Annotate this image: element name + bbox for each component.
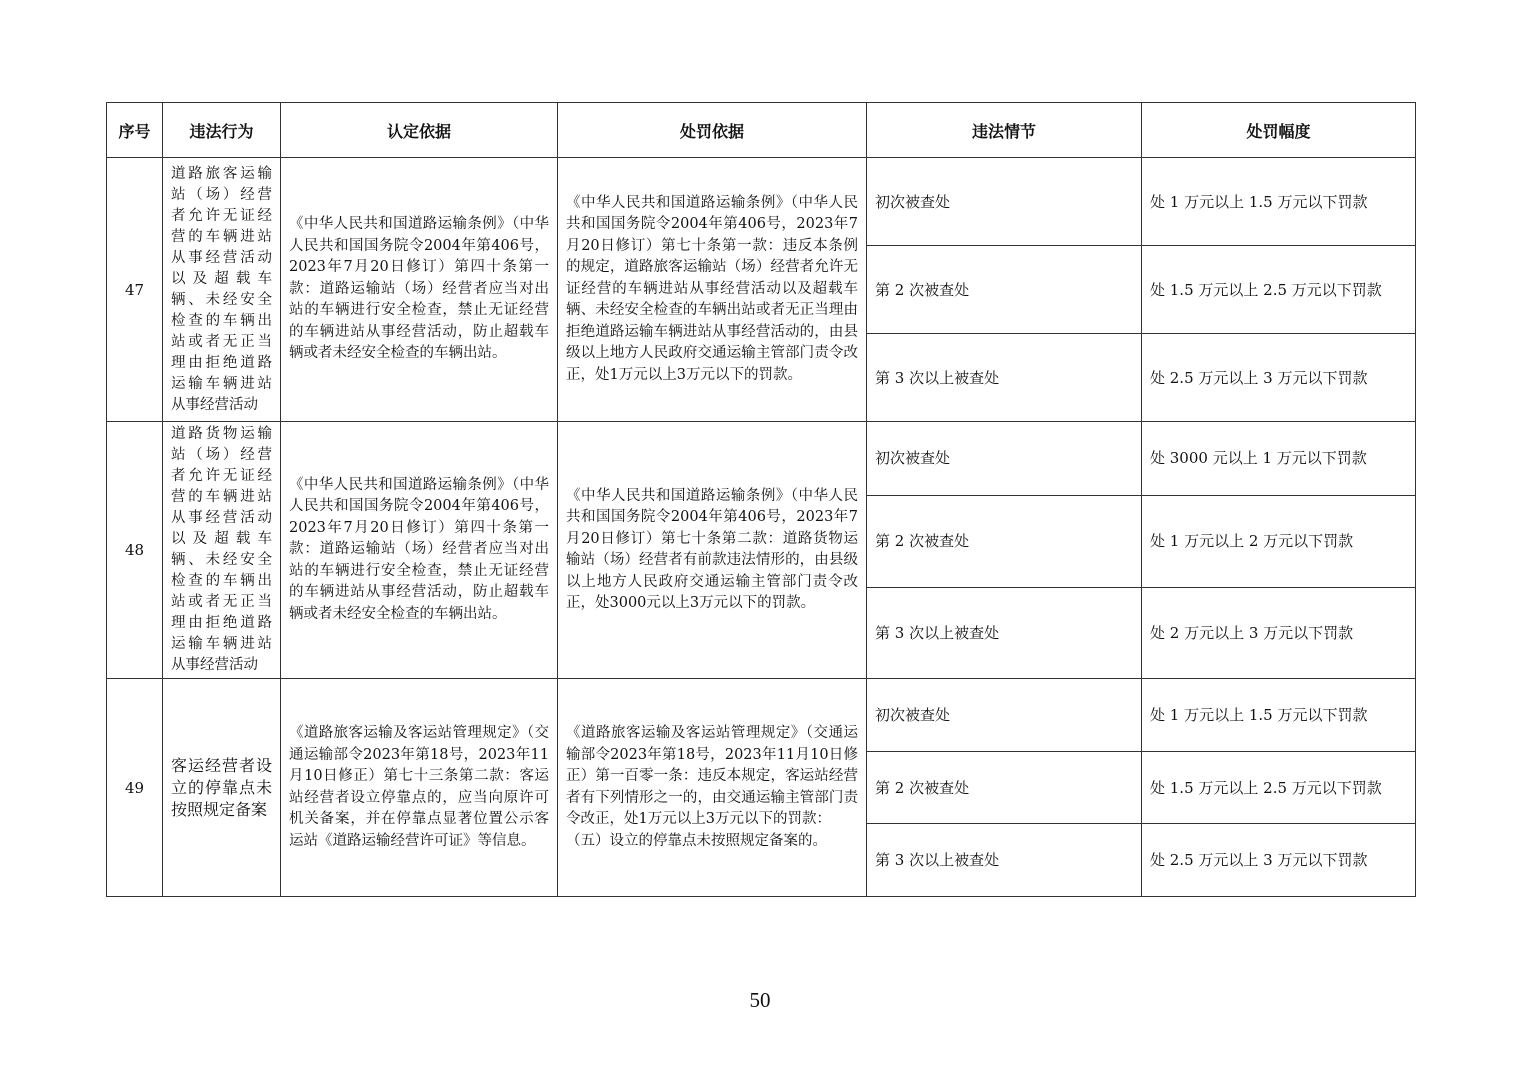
- table-row: [107, 158, 1416, 246]
- header-circumstance: 违法情节: [867, 103, 1142, 158]
- penalty-amount: 处 1.5 万元以上 2.5 万元以下罚款: [1142, 246, 1416, 334]
- circumstance: 第 2 次被查处: [867, 246, 1142, 334]
- row-number: 47: [107, 158, 163, 422]
- penalty-basis-line: （五）设立的停靠点未按照规定备案的。: [566, 832, 827, 849]
- header-no: 序号: [107, 103, 163, 158]
- circumstance: 第 3 次以上被查处: [867, 824, 1142, 897]
- circumstance: 第 2 次被查处: [867, 495, 1142, 587]
- violation-act: 道路旅客运输站（场）经营者允许无证经营的车辆进站从事经营活动以及超载车辆、未经安全检查的车辆出站或者无正当理由拒绝道路运输车辆进站从事经营活动: [163, 158, 281, 422]
- violation-act: 客运经营者设立的停靠点未按照规定备案: [163, 679, 281, 897]
- header-amount: 处罚幅度: [1142, 103, 1416, 158]
- circumstance: 初次被查处: [867, 679, 1142, 752]
- row-number: 48: [107, 422, 163, 679]
- circumstance: 第 3 次以上被查处: [867, 587, 1142, 678]
- circumstance: 第 3 次以上被查处: [867, 334, 1142, 422]
- table-row: [107, 422, 1416, 496]
- penalty-amount: 处 1 万元以上 1.5 万元以下罚款: [1142, 158, 1416, 246]
- determination-basis: 《中华人民共和国道路运输条例》（中华人民共和国国务院令2004年第406号，2023年7月20日修订）第四十条第一款：道路运输站（场）经营者应当对出站的车辆进行安全检查，禁止无证经营的车辆进站从事经营活动，防止超载车辆或者未经安全检查的车辆出站。: [281, 422, 558, 679]
- penalty-basis-line: 《道路旅客运输及客运站管理规定》（交通运输部令2023年第18号，2023年11月10日修正）第一百零一条：违反本规定，客运站经营者有下列情形之一的，由交通运输主管部门责令改正，处1万元以上3万元以下的罚款：: [566, 725, 858, 827]
- penalty-table: [106, 102, 1416, 897]
- header-penalty: 处罚依据: [558, 103, 867, 158]
- page-number: 50: [749, 988, 771, 1012]
- determination-basis: 《道路旅客运输及客运站管理规定》（交通运输部令2023年第18号，2023年11月10日修正）第七十三条第二款：客运站经营者设立停靠点的，应当向原许可机关备案，并在停靠点显著位置公示客运站《道路运输经营许可证》等信息。: [281, 679, 558, 897]
- header-row: [107, 103, 1416, 158]
- penalty-amount: 处 2 万元以上 3 万元以下罚款: [1142, 587, 1416, 678]
- circumstance: 初次被查处: [867, 422, 1142, 496]
- header-act: 违法行为: [163, 103, 281, 158]
- penalty-basis: [558, 679, 867, 897]
- violation-act: 道路货物运输站（场）经营者允许无证经营的车辆进站从事经营活动以及超载车辆、未经安全检查的车辆出站或者无正当理由拒绝道路运输车辆进站从事经营活动: [163, 422, 281, 679]
- penalty-amount: 处 1 万元以上 2 万元以下罚款: [1142, 495, 1416, 587]
- determination-basis: 《中华人民共和国道路运输条例》（中华人民共和国国务院令2004年第406号，2023年7月20日修订）第四十条第一款：道路运输站（场）经营者应当对出站的车辆进行安全检查，禁止无证经营的车辆进站从事经营活动，防止超载车辆或者未经安全检查的车辆出站。: [281, 158, 558, 422]
- penalty-basis: 《中华人民共和国道路运输条例》（中华人民共和国国务院令2004年第406号，2023年7月20日修订）第七十条第二款：道路货物运输站（场）经营者有前款违法情形的，由县级以上地方人民政府交通运输主管部门责令改正，处3000元以上3万元以下的罚款。: [558, 422, 867, 679]
- penalty-basis: 《中华人民共和国道路运输条例》（中华人民共和国国务院令2004年第406号，2023年7月20日修订）第七十条第一款：违反本条例的规定，道路旅客运输站（场）经营者允许无证经营的车辆进站从事经营活动以及超载车辆、未经安全检查的车辆出站或者无正当理由拒绝道路运输车辆进站从事经营活动的，由县级以上地方人民政府交通运输主管部门责令改正，处1万元以上3万元以下的罚款。: [558, 158, 867, 422]
- circumstance: 初次被查处: [867, 158, 1142, 246]
- penalty-amount: 处 2.5 万元以上 3 万元以下罚款: [1142, 334, 1416, 422]
- penalty-amount: 处 1.5 万元以上 2.5 万元以下罚款: [1142, 752, 1416, 824]
- penalty-amount: 处 1 万元以上 1.5 万元以下罚款: [1142, 679, 1416, 752]
- header-basis: 认定依据: [281, 103, 558, 158]
- circumstance: 第 2 次被查处: [867, 752, 1142, 824]
- table-row: [107, 679, 1416, 752]
- penalty-amount: 处 2.5 万元以上 3 万元以下罚款: [1142, 824, 1416, 897]
- row-number: 49: [107, 679, 163, 897]
- penalty-amount: 处 3000 元以上 1 万元以下罚款: [1142, 422, 1416, 496]
